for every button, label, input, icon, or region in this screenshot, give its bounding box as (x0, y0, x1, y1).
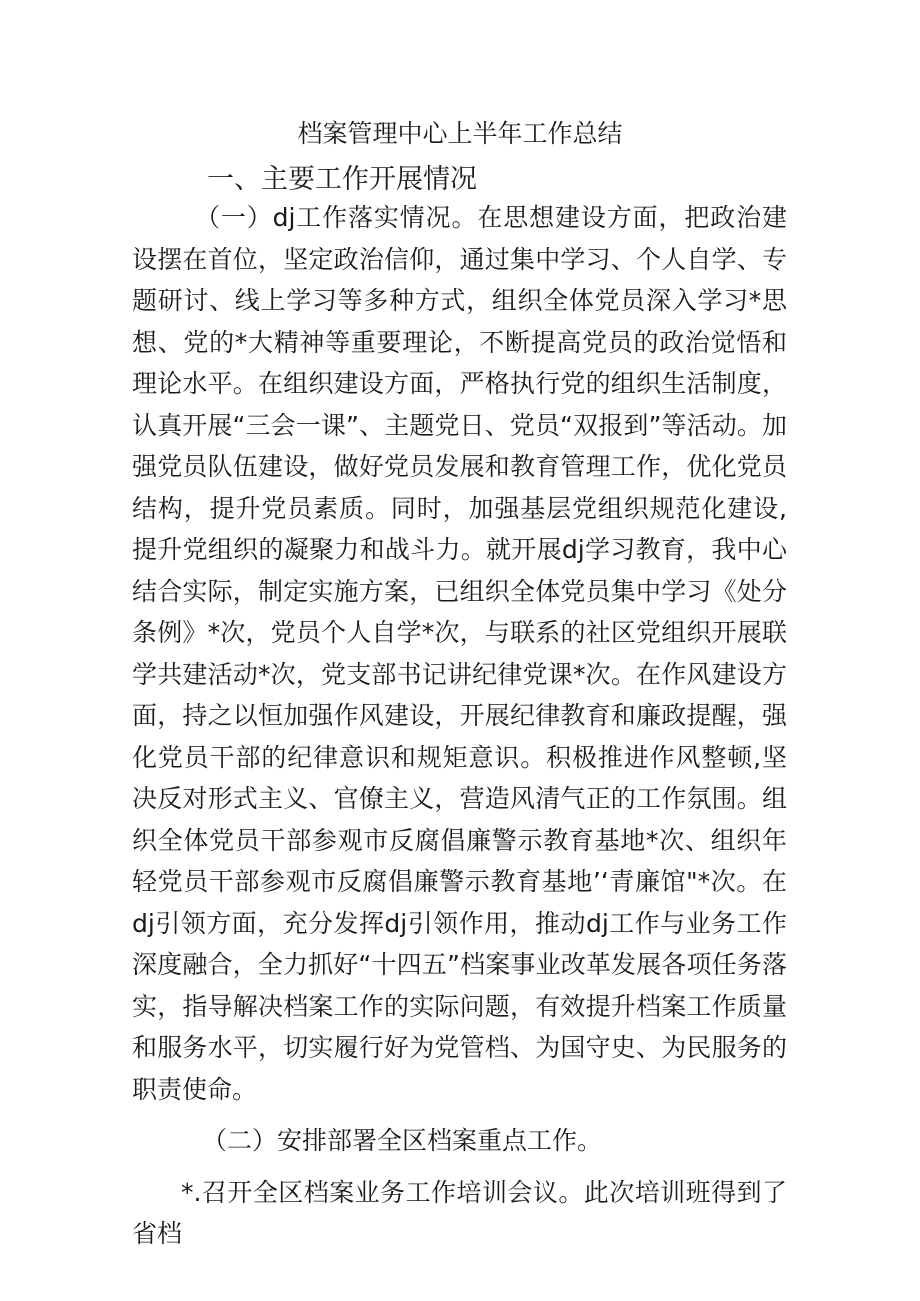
document-body (132, 197, 787, 1255)
paragraph-subheading-2: （二）安排部署全区档案重点工作。 (202, 1126, 603, 1155)
paragraph-training-meeting: *.召开全区档案业务工作培训会议。此次培训班得到了省档 (132, 1177, 787, 1248)
section-heading: 一、主要工作开展情况 (207, 164, 477, 195)
document-title: 档案管理中心上半年工作总结 (297, 119, 623, 148)
paragraph-party-work: （一）dj工作落实情况。在思想建设方面，把政治建设摆在首位，坚定政治信仰，通过集中学习、个人自学、专题研讨、线上学习等多种方式，组织全体党员深入学习*思想、党的*大精神等重要理论，不断提高党员的政治觉悟和理论水平。在组织建设方面，严格执行党的组织生活制度，认真开展“三会一课”、主题党日、党员“双报到”等活动。加强党员队伍建设，做好党员发展和教育管理工作，优化党员结构，提升党员素质。同时，加强基层党组织规范化建设,提升党组织的凝聚力和战斗力。就开展dj学习教育，我中心结合实际，制定实施方案，已组织全体党员集中学习《处分条例》*次，党员个人自学*次，与联系的社区党组织开展联学共建活动*次，党支部书记讲纪律党课*次。在作风建设方面，持之以恒加强作风建设，开展纪律教育和廉政提醒，强化党员干部的纪律意识和规矩意识。积极推进作风整顿,坚决反对形式主义、官僚主义，营造风清气正的工作氛围。组织全体党员干部参观市反腐倡廉警示教育基地*次、组织年轻党员干部参观市反腐倡廉警示教育基地’‘青廉馆"*次。在dj引领方面，充分发挥dj引领作用，推动dj工作与业务工作深度融合，全力抓好“十四五”档案事业改革发展各项任务落实，指导解决档案工作的实际问题，有效提升档案工作质量和服务水平，切实履行好为党管档、为国守史、为民服务的职责使命。 (132, 203, 787, 1104)
